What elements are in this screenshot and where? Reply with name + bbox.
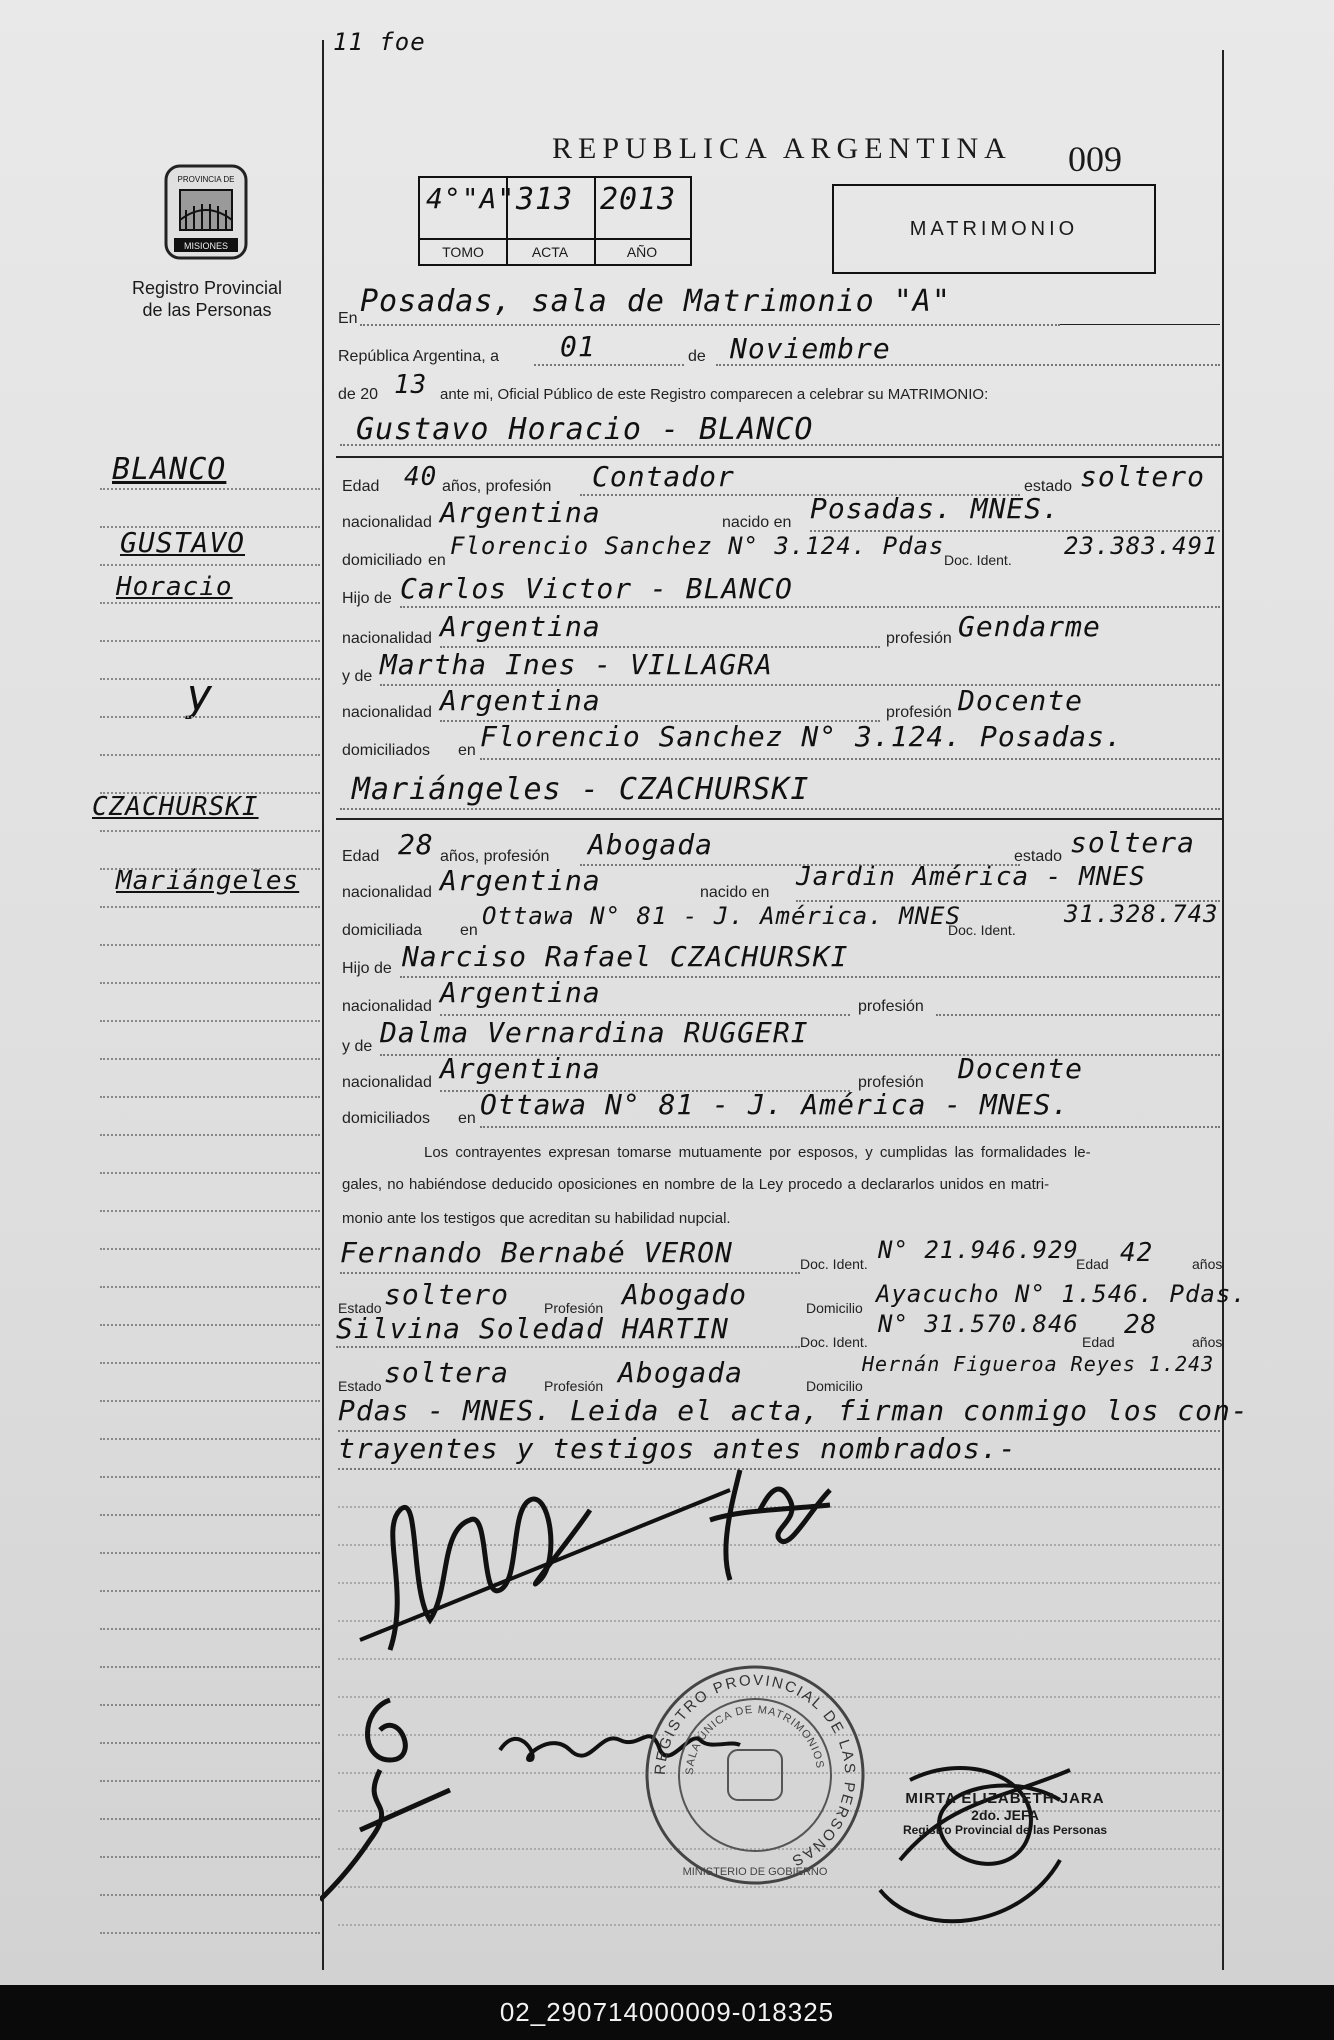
margin-rule-line bbox=[100, 1666, 320, 1668]
groom-domiciliados-en: en bbox=[458, 742, 476, 759]
margin-rule-line bbox=[100, 1628, 320, 1630]
margin-connector: y bbox=[186, 670, 214, 721]
acta-label: ACTA bbox=[506, 238, 594, 264]
witness-2-doc-label: Doc. Ident. bbox=[800, 1334, 868, 1350]
margin-rule-line bbox=[100, 1932, 320, 1934]
groom-domiciliados-label: domiciliados bbox=[342, 742, 431, 759]
margin-rule-line bbox=[100, 906, 320, 908]
margin-rule-line bbox=[100, 1286, 320, 1288]
groom-mother-prof-label: profesión bbox=[886, 704, 952, 721]
file-code: 02_290714000009-018325 bbox=[499, 1997, 835, 2027]
bride-doc-number: 31.328.743 bbox=[1064, 900, 1219, 928]
closing-line-2: trayentes y testigos antes nombrados.- bbox=[338, 1432, 1017, 1465]
svg-text:MISIONES: MISIONES bbox=[183, 241, 229, 251]
margin-rule-line bbox=[100, 1020, 320, 1022]
groom-dom-en: en bbox=[428, 552, 446, 569]
svg-text:PROVINCIA DE: PROVINCIA DE bbox=[177, 175, 235, 184]
witness-2-prof-label: Profesión bbox=[544, 1378, 604, 1394]
groom-birthplace: Posadas. MNES. bbox=[810, 492, 1061, 525]
margin-rule-line bbox=[100, 678, 320, 680]
witness-1-doc-number: N° 21.946.929 bbox=[878, 1236, 1079, 1264]
groom-estado-label: estado bbox=[1024, 478, 1073, 495]
groom-name-line bbox=[340, 444, 1220, 446]
witness-1-profession: Abogado bbox=[622, 1278, 748, 1311]
registry-seal bbox=[640, 1660, 870, 1890]
groom-profession: Contador bbox=[592, 460, 735, 493]
corner-annotation: 11 foe bbox=[333, 28, 426, 56]
official-name: MIRTA ELIZABETH JARA bbox=[905, 1790, 1105, 1807]
margin-rule-line bbox=[100, 1172, 320, 1174]
intro-statement: ante mi, Oficial Público de este Registro comparecen a celebrar su MATRIMONIO: bbox=[440, 386, 989, 403]
groom-estado: soltero bbox=[1080, 460, 1206, 493]
margin-rule-line bbox=[100, 944, 320, 946]
tomo-label: TOMO bbox=[420, 238, 506, 264]
ceremony-day: 01 bbox=[560, 330, 596, 363]
bride-age: 28 bbox=[398, 828, 434, 861]
registry-name-line1: Registro Provincial bbox=[131, 278, 283, 298]
margin-rule-line bbox=[100, 1324, 320, 1326]
margin-rule-line bbox=[100, 1210, 320, 1212]
margin-rule bbox=[322, 40, 324, 1970]
witness-2-name: Silvina Soledad HARTIN bbox=[336, 1312, 729, 1345]
document-type: MATRIMONIO bbox=[909, 218, 1079, 240]
groom-edad-label: Edad bbox=[342, 478, 380, 495]
bride-nationality: Argentina bbox=[440, 864, 601, 897]
tomo-cell bbox=[420, 178, 516, 264]
witness-2-name-line bbox=[336, 1346, 800, 1348]
margin-rule-line bbox=[100, 1742, 320, 1744]
closing-line-1: Pdas - MNES. Leida el acta, firman conmigo los con- bbox=[338, 1394, 1249, 1427]
groom-full-name: Gustavo Horacio - BLANCO bbox=[356, 412, 814, 447]
margin-surname-2: CZACHURSKI bbox=[92, 792, 259, 822]
groom-mother-nationality: Argentina bbox=[440, 684, 601, 717]
bride-full-name: Mariángeles - CZACHURSKI bbox=[352, 772, 810, 807]
groom-father-line bbox=[400, 606, 1220, 608]
margin-rule-line bbox=[100, 1514, 320, 1516]
svg-text:MINISTERIO DE GOBIERNO: MINISTERIO DE GOBIERNO bbox=[682, 1866, 828, 1878]
bride-anios-label: años, profesión bbox=[440, 848, 550, 865]
bride-signature bbox=[680, 1450, 860, 1590]
margin-rule-line bbox=[100, 754, 320, 756]
groom-father-profession: Gendarme bbox=[958, 610, 1101, 643]
bride-mother-nationality: Argentina bbox=[440, 1052, 601, 1085]
ceremony-month: Noviembre bbox=[730, 332, 891, 365]
margin-given-3: Mariángeles bbox=[116, 866, 300, 896]
witness-2-estado-label: Estado bbox=[338, 1378, 382, 1394]
witness-2-address: Hernán Figueroa Reyes 1.243 bbox=[862, 1352, 1215, 1376]
witness-1-edad-label: Edad bbox=[1076, 1256, 1109, 1272]
official-office: Registro Provincial de las Personas bbox=[902, 1823, 1108, 1837]
margin-rule-line bbox=[100, 1818, 320, 1820]
bride-divider bbox=[336, 818, 1222, 820]
bride-mother-nat-label: nacionalidad bbox=[342, 1074, 432, 1091]
groom-divider bbox=[336, 456, 1222, 458]
margin-given-2: Horacio bbox=[116, 572, 233, 602]
margin-rule-line bbox=[100, 1362, 320, 1364]
bride-address: Ottawa N° 81 - J. América. MNES bbox=[482, 902, 961, 930]
margin-rule-line bbox=[100, 982, 320, 984]
margin-rule-line bbox=[100, 1476, 320, 1478]
witness-1-prof-label: Profesión bbox=[544, 1300, 604, 1316]
tomo-value: 4°"A" bbox=[426, 182, 516, 215]
margin-rule-line bbox=[100, 602, 320, 604]
groom-anios-label: años, profesión bbox=[442, 478, 552, 495]
bride-dom-label: domiciliada bbox=[342, 922, 423, 939]
year-prefix: de 20 bbox=[338, 386, 379, 403]
svg-text:REGISTRO PROVINCIAL DE LAS PER: REGISTRO PROVINCIAL DE LAS PERSONAS bbox=[651, 1671, 859, 1871]
witness-1-name: Fernando Bernabé VERON bbox=[340, 1236, 733, 1269]
groom-father-nationality: Argentina bbox=[440, 610, 601, 643]
witness-2-anios-label: años bbox=[1192, 1334, 1223, 1350]
groom-mother-profession: Docente bbox=[958, 684, 1084, 717]
witness-1-name-line bbox=[340, 1272, 800, 1274]
misiones-emblem bbox=[160, 160, 252, 268]
right-rule bbox=[1222, 50, 1224, 1970]
declaration-line-3: monio ante los testigos que acreditan su habilidad nupcial. bbox=[342, 1210, 731, 1227]
margin-given-1: GUSTAVO bbox=[120, 526, 246, 559]
witness-1-age: 42 bbox=[1120, 1238, 1154, 1268]
witness-1-estado-label: Estado bbox=[338, 1300, 382, 1316]
witness-2-dom-label: Domicilio bbox=[806, 1378, 863, 1394]
groom-mother: Martha Ines - VILLAGRA bbox=[380, 648, 773, 681]
margin-surname-1: BLANCO bbox=[112, 452, 227, 487]
page-number: 009 bbox=[1068, 139, 1122, 179]
file-code-bar bbox=[0, 1985, 1334, 2040]
margin-rule-line bbox=[100, 1248, 320, 1250]
bride-nac-label: nacionalidad bbox=[342, 884, 432, 901]
margin-rule-line bbox=[100, 716, 320, 718]
groom-address: Florencio Sanchez N° 3.124. Pdas bbox=[450, 532, 945, 560]
margin-rule-line bbox=[100, 1856, 320, 1858]
bride-mother: Dalma Vernardina RUGGERI bbox=[380, 1016, 809, 1049]
groom-age: 40 bbox=[404, 462, 438, 492]
svg-text:SALA ÚNICA DE MATRIMONIOS: SALA ÚNICA DE MATRIMONIOS bbox=[683, 1703, 826, 1776]
day-line bbox=[534, 364, 684, 366]
groom-father-prof-label: profesión bbox=[886, 630, 952, 647]
ceremony-year: 13 bbox=[394, 370, 428, 400]
bride-dom-en: en bbox=[460, 922, 478, 939]
margin-rule-line bbox=[100, 830, 320, 832]
bride-father-prof-label: profesión bbox=[858, 998, 924, 1015]
anio-value: 2013 bbox=[600, 182, 677, 217]
margin-rule-line bbox=[100, 1134, 320, 1136]
margin-rule-line bbox=[100, 564, 320, 566]
groom-nacido-label: nacido en bbox=[722, 514, 792, 531]
bride-parents-address: Ottawa N° 81 - J. América - MNES. bbox=[480, 1088, 1070, 1121]
republica-label: República Argentina, a bbox=[338, 348, 499, 365]
witness-1-estado: soltero bbox=[384, 1278, 510, 1311]
margin-rule-line bbox=[100, 640, 320, 642]
witness-2-age: 28 bbox=[1124, 1310, 1158, 1340]
witness-2-edad-label: Edad bbox=[1082, 1334, 1115, 1350]
witness-1-signature bbox=[320, 1690, 480, 1910]
de-label: de bbox=[688, 348, 706, 365]
margin-rule-line bbox=[100, 1096, 320, 1098]
bride-domiciliados-en: en bbox=[458, 1110, 476, 1127]
official-signature bbox=[860, 1740, 1100, 1940]
country-title: REPUBLICA ARGENTINA bbox=[552, 132, 1012, 165]
witness-1-anios-label: años bbox=[1192, 1256, 1223, 1272]
groom-hijo-label: Hijo de bbox=[342, 590, 392, 607]
bride-doc-label: Doc. Ident. bbox=[948, 922, 1016, 938]
anio-cell bbox=[594, 178, 690, 264]
groom-father-nat-label: nacionalidad bbox=[342, 630, 432, 647]
record-box bbox=[418, 176, 692, 266]
bride-estado-label: estado bbox=[1014, 848, 1063, 865]
bride-father-nationality: Argentina bbox=[440, 976, 601, 1009]
registry-name-line2: de las Personas bbox=[142, 300, 272, 320]
margin-rule-line bbox=[100, 1552, 320, 1554]
margin-rule-line bbox=[100, 792, 320, 794]
margin-rule-line bbox=[100, 1400, 320, 1402]
witness-1-doc-label: Doc. Ident. bbox=[800, 1256, 868, 1272]
bride-edad-label: Edad bbox=[342, 848, 380, 865]
bride-nacido-label: nacido en bbox=[700, 884, 770, 901]
ceremony-place: Posadas, sala de Matrimonio "A" bbox=[360, 284, 951, 319]
witness-2-profession: Abogada bbox=[618, 1356, 744, 1389]
bride-profession: Abogada bbox=[588, 828, 714, 861]
margin-rule-line bbox=[100, 1780, 320, 1782]
margin-rule-line bbox=[100, 1438, 320, 1440]
bride-father: Narciso Rafael CZACHURSKI bbox=[402, 940, 849, 973]
acta-value: 313 bbox=[516, 182, 574, 217]
bride-father-prof-line bbox=[936, 1014, 1220, 1016]
bride-estado: soltera bbox=[1070, 826, 1196, 859]
margin-rule-line bbox=[100, 868, 320, 870]
month-line bbox=[716, 364, 1220, 366]
witness-2-estado: soltera bbox=[384, 1356, 510, 1389]
groom-doc-label: Doc. Ident. bbox=[944, 552, 1012, 568]
bride-domiciliados-label: domiciliados bbox=[342, 1110, 431, 1127]
declaration-line-2: gales, no habiéndose deducido oposiciones en nombre de la Ley procedo a declararlos unidos en matri- bbox=[342, 1176, 1050, 1193]
groom-father: Carlos Victor - BLANCO bbox=[400, 572, 793, 605]
witness-2-doc-number: N° 31.570.846 bbox=[878, 1310, 1079, 1338]
witness-1-dom-label: Domicilio bbox=[806, 1300, 863, 1316]
bride-hijo-label: Hijo de bbox=[342, 960, 392, 977]
groom-nationality: Argentina bbox=[440, 496, 601, 529]
bride-mother-profession: Docente bbox=[958, 1052, 1084, 1085]
witness-1-address: Ayacucho N° 1.546. Pdas. bbox=[876, 1280, 1247, 1308]
registry-name bbox=[112, 277, 302, 321]
official-stamp bbox=[890, 1790, 1120, 1837]
anio-label: AÑO bbox=[594, 238, 690, 264]
bride-parents-address-line bbox=[480, 1126, 1220, 1128]
margin-rule-line bbox=[100, 1058, 320, 1060]
groom-doc-number: 23.383.491 bbox=[1064, 532, 1219, 560]
margin-rule-line bbox=[100, 1590, 320, 1592]
margin-rule-line bbox=[100, 526, 320, 528]
declaration-line-1: Los contrayentes expresan tomarse mutuamente por esposos, y cumplidas las formalidades le- bbox=[424, 1144, 1091, 1161]
place-dash bbox=[1060, 324, 1220, 325]
place-line bbox=[360, 324, 1060, 326]
groom-dom-label: domiciliado bbox=[342, 552, 423, 569]
acta-cell bbox=[506, 178, 596, 264]
official-title: 2do. JEFA bbox=[971, 1807, 1039, 1823]
bride-mother-prof-label: profesión bbox=[858, 1074, 924, 1091]
margin-rule-line bbox=[100, 1894, 320, 1896]
groom-nac-label: nacionalidad bbox=[342, 514, 432, 531]
groom-parents-address-line bbox=[480, 758, 1220, 760]
en-label: En bbox=[338, 310, 358, 327]
margin-rule-line bbox=[100, 1704, 320, 1706]
groom-parents-address: Florencio Sanchez N° 3.124. Posadas. bbox=[480, 720, 1123, 753]
bride-name-line bbox=[340, 808, 1220, 810]
bride-y-de-label: y de bbox=[342, 1038, 373, 1055]
document-type-box bbox=[832, 184, 1156, 274]
margin-rule-line bbox=[100, 488, 320, 490]
groom-y-de-label: y de bbox=[342, 668, 373, 685]
bride-father-nat-label: nacionalidad bbox=[342, 998, 432, 1015]
bride-birthplace: Jardin América - MNES bbox=[796, 862, 1146, 892]
groom-mother-nat-label: nacionalidad bbox=[342, 704, 432, 721]
